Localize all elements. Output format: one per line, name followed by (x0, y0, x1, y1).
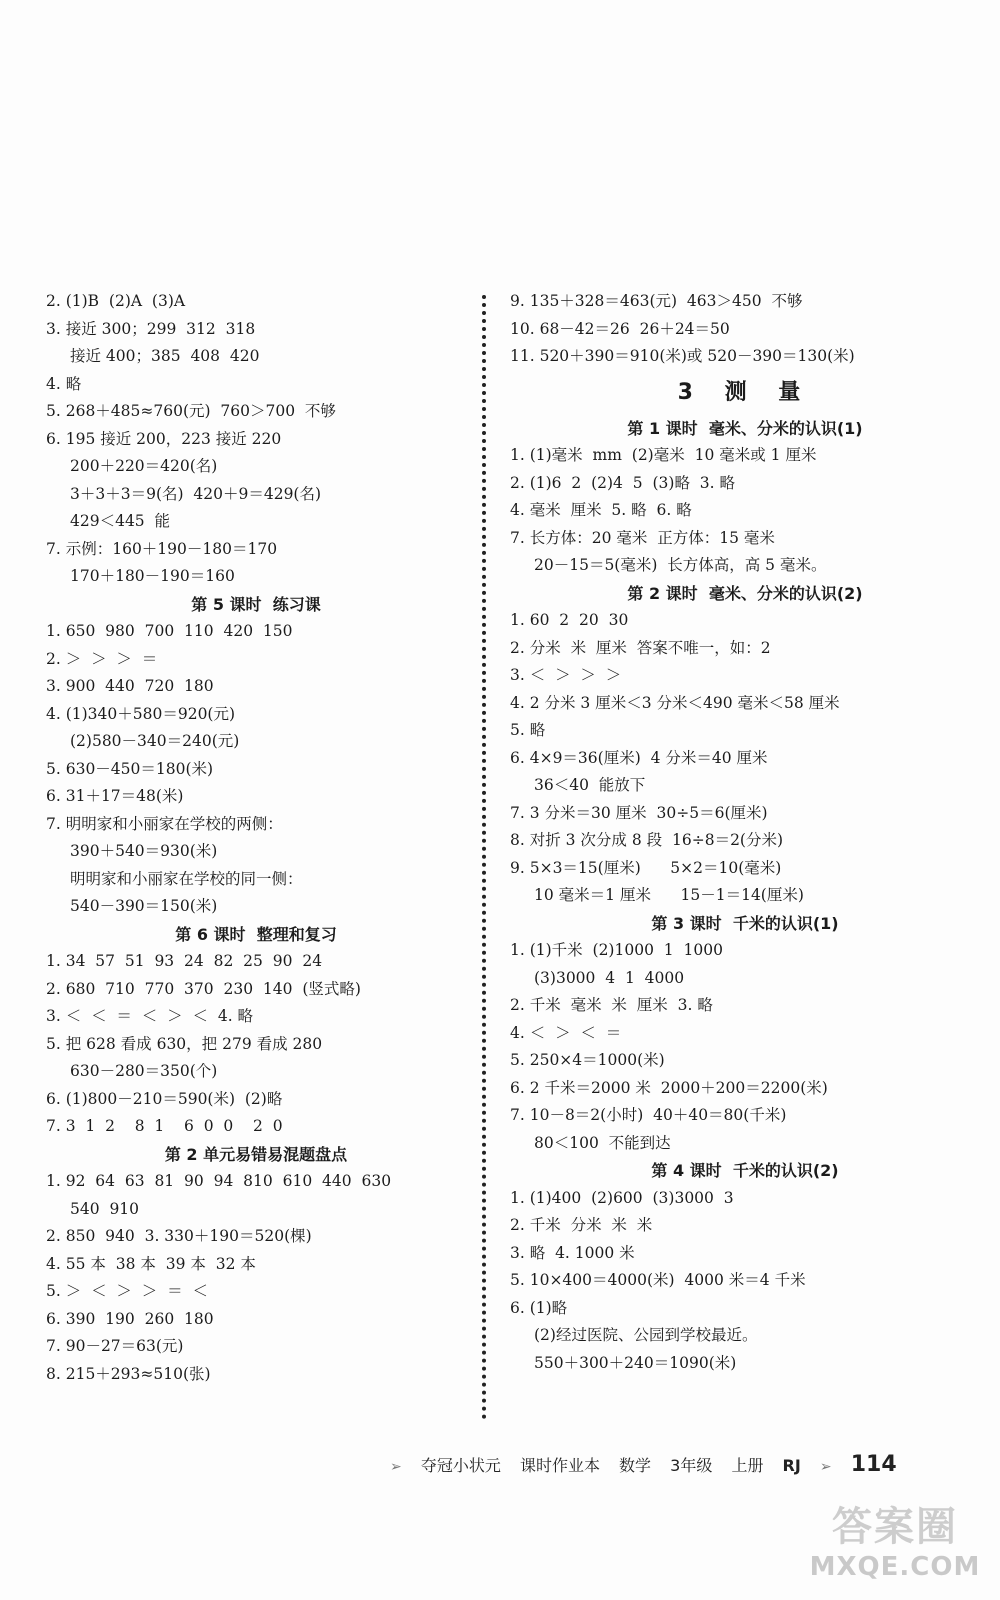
page-number: 114 (850, 1452, 897, 1477)
answer-line: 2. 850 940 3. 330＋190＝520(棵) (46, 1227, 312, 1245)
footer-volume: 上册 (731, 1456, 764, 1475)
watermark-url: MXQE.COM (809, 1552, 981, 1582)
answer-line: 2. (1)B (2)A (3)A (46, 292, 186, 310)
answer-line: 2. 千米 分米 米 米 (510, 1216, 653, 1234)
answer-line: 7. 长方体：20 毫米 正方体：15 毫米 (510, 528, 775, 547)
answer-line: 2. 680 710 770 370 230 140 (竖式略) (46, 979, 361, 998)
answer-line: (2)580－340＝240(元) (70, 732, 240, 750)
answer-line: 1. (1)千米 (2)1000 1 1000 (510, 941, 723, 959)
answer-line: 2. ＞ ＞ ＞ ＝ (46, 649, 158, 668)
answer-line: 36＜40 能放下 (534, 776, 646, 794)
answer-line: 1. 650 980 700 110 420 150 (46, 622, 293, 640)
answer-line: 5. 略 (510, 721, 546, 739)
answer-line: 5. 10×400＝4000(米) 4000 米＝4 千米 (510, 1271, 806, 1289)
answer-column-right (510, 288, 980, 1377)
dotted-column-divider (482, 295, 486, 1420)
answer-line: 2. 分米 米 厘米 答案不唯一，如：2 (510, 638, 771, 657)
answer-line: 80＜100 不能到达 (534, 1133, 671, 1152)
answer-line: 10. 68－42＝26 26＋24＝50 (510, 319, 730, 338)
lesson-heading: 第 2 单元易错易混题盘点 (164, 1144, 348, 1164)
answer-line: 6. 390 190 260 180 (46, 1309, 214, 1328)
answer-line: 5. 268＋485≈760(元) 760＞700 不够 (46, 402, 336, 420)
answer-line: 1. (1)毫米 mm (2)毫米 10 毫米或 1 厘米 (510, 446, 817, 464)
answer-line: 5. ＞ ＜ ＞ ＞ ＝ ＜ (46, 1282, 208, 1300)
footer-brand: 夺冠小状元 (420, 1456, 501, 1475)
arrow-icon: ➢ (819, 1459, 832, 1475)
answer-line: 540 910 (70, 1199, 140, 1218)
answer-line: 明明家和小丽家在学校的同一侧： (70, 869, 303, 888)
footer-grade: 3年级 (670, 1456, 713, 1475)
lesson-heading: 第 2 课时 毫米、分米的认识(2) (627, 583, 863, 603)
answer-line: 11. 520＋390＝910(米)或 520－390＝130(米) (510, 347, 855, 365)
answer-line: 20－15＝5(毫米) 长方体高，高 5 毫米。 (534, 556, 827, 574)
answer-line: 1. 92 64 63 81 90 94 810 610 440 630 (46, 1172, 392, 1190)
answer-line: 6. 2 千米＝2000 米 2000＋200＝2200(米) (510, 1078, 828, 1097)
answer-line: 630－280＝350(个) (70, 1062, 218, 1080)
answer-line: 6. (1)略 (510, 1298, 568, 1317)
answer-line: 550＋300＋240＝1090(米) (534, 1353, 737, 1372)
answer-line: 4. 略 (46, 374, 82, 393)
answer-line: 6. 4×9＝36(厘米) 4 分米＝40 厘米 (510, 748, 768, 767)
answer-line: 5. 630－450＝180(米) (46, 759, 214, 778)
answer-line: 9. 135＋328＝463(元) 463＞450 不够 (510, 292, 803, 310)
answer-line: 390＋540＝930(米) (70, 842, 218, 860)
answer-line: 7. 90－27＝63(元) (46, 1337, 184, 1355)
answer-line: 1. (1)400 (2)600 (3)3000 3 (510, 1188, 734, 1207)
footer-edition: RJ (782, 1456, 801, 1475)
answer-line: 4. (1)340＋580＝920(元) (46, 704, 236, 723)
answer-line: 3. 900 440 720 180 (46, 677, 214, 695)
answer-line: 6. 195 接近 200，223 接近 220 (46, 429, 282, 448)
footer-text (390, 1452, 911, 1477)
answer-line: 10 毫米＝1 厘米 15－1＝14(厘米) (534, 886, 804, 904)
answer-line: 4. 2 分米 3 厘米＜3 分米＜490 毫米＜58 厘米 (510, 693, 840, 712)
footer-subject: 数学 (619, 1456, 652, 1475)
answer-line: 1. 60 2 20 30 (510, 611, 629, 629)
answer-line: 170＋180－190＝160 (70, 567, 235, 585)
answer-line: 4. ＜ ＞ ＜ ＝ (510, 1023, 622, 1042)
lesson-heading: 第 5 课时 练习课 (191, 594, 321, 614)
answer-line: 5. 250×4＝1000(米) (510, 1051, 665, 1069)
answer-line: 1. 34 57 51 93 24 82 25 90 24 (46, 952, 323, 970)
answer-line: 9. 5×3＝15(厘米) 5×2＝10(毫米) (510, 858, 782, 877)
answer-column-left (46, 288, 466, 1388)
answer-line: 7. 示例：160＋190－180＝170 (46, 539, 278, 558)
answer-line: 3＋3＋3＝9(名) 420＋9＝429(名) (70, 484, 322, 503)
answer-line: (3)3000 4 1 4000 (534, 968, 685, 987)
answer-line: 540－390＝150(米) (70, 897, 218, 915)
answer-line: 6. (1)800－210＝590(米) (2)略 (46, 1089, 283, 1108)
answer-line: 6. 31＋17＝48(米) (46, 787, 184, 805)
answer-line: 3. 接近 300；299 312 318 (46, 319, 256, 338)
lesson-heading: 第 6 课时 整理和复习 (175, 924, 337, 944)
answer-line: 200＋220＝420(名) (70, 457, 218, 475)
answer-line: 3. ＜ ＞ ＞ ＞ (510, 666, 622, 684)
answer-line: 3. 略 4. 1000 米 (510, 1243, 635, 1262)
footer-book: 课时作业本 (519, 1456, 600, 1475)
answer-line: (2)经过医院、公园到学校最近。 (534, 1326, 758, 1344)
lesson-heading: 第 4 课时 千米的认识(2) (651, 1161, 839, 1180)
answer-line: 429＜445 能 (70, 512, 171, 530)
answer-line: 3. ＜ ＜ ＝ ＜ ＞ ＜ 4. 略 (46, 1007, 254, 1025)
answer-line: 接近 400；385 408 420 (70, 347, 260, 365)
watermark (800, 1495, 990, 1595)
answer-line: 2. (1)6 2 (2)4 5 (3)略 3. 略 (510, 473, 736, 492)
lesson-heading: 第 1 课时 毫米、分米的认识(1) (627, 418, 863, 438)
section-title: 3 测 量 (677, 379, 813, 405)
answer-line: 7. 明明家和小丽家在学校的两侧： (46, 814, 283, 833)
answer-line: 7. 3 1 2 8 1 6 0 0 2 0 (46, 1117, 283, 1135)
lesson-heading: 第 3 课时 千米的认识(1) (651, 913, 839, 933)
answer-line: 8. 215＋293≈510(张) (46, 1364, 211, 1383)
answer-line: 4. 55 本 38 本 39 本 32 本 (46, 1254, 256, 1273)
answer-line: 7. 10－8＝2(小时) 40＋40＝80(千米) (510, 1106, 787, 1124)
answer-line: 2. 千米 毫米 米 厘米 3. 略 (510, 996, 713, 1014)
answer-line: 8. 对折 3 次分成 8 段 16÷8＝2(分米) (510, 831, 784, 849)
arrow-icon: ➢ (390, 1459, 402, 1475)
answer-line: 5. 把 628 看成 630，把 279 看成 280 (46, 1034, 323, 1053)
answer-line: 7. 3 分米＝30 厘米 30÷5＝6(厘米) (510, 803, 768, 822)
answer-line: 4. 毫米 厘米 5. 略 6. 略 (510, 501, 692, 519)
watermark-logo: 答案圈 (832, 1504, 958, 1550)
